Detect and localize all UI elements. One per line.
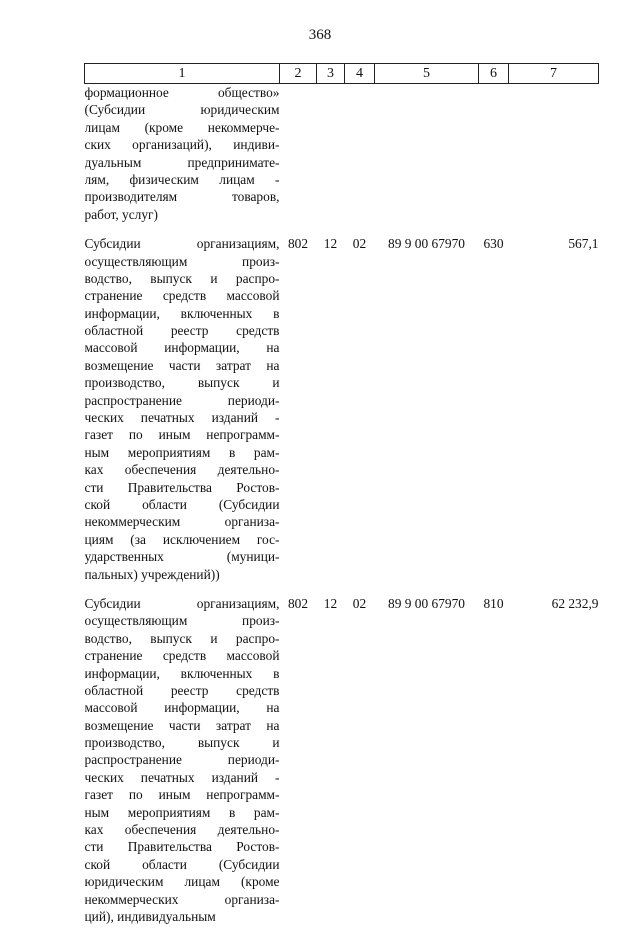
description-line: сти Правительства Ростов-: [85, 838, 280, 855]
description-line: работ, услуг): [85, 206, 280, 223]
target-article-code: 89 9 00 67970: [375, 235, 479, 595]
description-line: циям (за исключением гос-: [85, 531, 280, 548]
description-line: возмещение части затрат на: [85, 717, 280, 734]
amount-value: [509, 84, 599, 236]
description-line: некоммерческим организа-: [85, 513, 280, 530]
description-line: лицам (кроме некоммерче-: [85, 119, 280, 136]
table-row: [85, 84, 599, 236]
column-header-5: 5: [375, 64, 479, 84]
amount-value: 62 232,9: [509, 595, 599, 937]
description-line: ских организаций), индиви-: [85, 136, 280, 153]
description-line: распространение периоди-: [85, 751, 280, 768]
description-line: водство, выпуск и распро-: [85, 630, 280, 647]
description-line: ций), индивидуальным: [85, 908, 280, 925]
description-line: Субсидии организациям,: [85, 595, 280, 612]
description-line: производство, выпуск и: [85, 734, 280, 751]
description-line: ным мероприятиям в рам-: [85, 804, 280, 821]
column-header-3: 3: [317, 64, 345, 84]
description-line: ках обеспечения деятельно-: [85, 461, 280, 478]
description-line: лям, физическим лицам -: [85, 171, 280, 188]
budget-table: [84, 63, 599, 937]
row-description: [85, 84, 280, 236]
description-line: ударственных (муници-: [85, 548, 280, 565]
description-line: газет по иным непрограмм-: [85, 426, 280, 443]
description-line: массовой информации, на: [85, 339, 280, 356]
target-article-code: 89 9 00 67970: [375, 595, 479, 937]
ministry-code: 802: [280, 595, 317, 937]
description-line: массовой информации, на: [85, 699, 280, 716]
description-line: возмещение части затрат на: [85, 357, 280, 374]
description-line: областной реестр средств: [85, 682, 280, 699]
header-row: [85, 64, 599, 84]
target-article-code: [375, 84, 479, 236]
section-code: 12: [317, 595, 345, 937]
description-line: ской области (Субсидии: [85, 856, 280, 873]
description-line: странение средств массовой: [85, 287, 280, 304]
table-body: [85, 84, 599, 937]
column-header-2: 2: [280, 64, 317, 84]
description-line: производителям товаров,: [85, 188, 280, 205]
description-line: юридическим лицам (кроме: [85, 873, 280, 890]
description-line: ным мероприятиям в рам-: [85, 444, 280, 461]
row-description: [85, 235, 280, 595]
column-header-4: 4: [345, 64, 375, 84]
description-line: ках обеспечения деятельно-: [85, 821, 280, 838]
row-description: [85, 595, 280, 937]
column-header-7: 7: [509, 64, 599, 84]
description-line: ческих печатных изданий -: [85, 409, 280, 426]
subsection-code: 02: [345, 235, 375, 595]
table-row: [85, 595, 599, 937]
description-line: ческих печатных изданий -: [85, 769, 280, 786]
column-header-1: 1: [85, 64, 280, 84]
section-code: [317, 84, 345, 236]
section-code: 12: [317, 235, 345, 595]
description-line: распространение периоди-: [85, 392, 280, 409]
description-line: (Субсидии юридическим: [85, 101, 280, 118]
ministry-code: [280, 84, 317, 236]
description-line: некоммерческих организа-: [85, 891, 280, 908]
page-number: 368: [0, 27, 640, 44]
table-row: [85, 235, 599, 595]
description-line: формационное общество»: [85, 84, 280, 101]
description-line: информации, включенных в: [85, 665, 280, 682]
description-line: информации, включенных в: [85, 305, 280, 322]
description-line: странение средств массовой: [85, 647, 280, 664]
ministry-code: 802: [280, 235, 317, 595]
subsection-code: 02: [345, 595, 375, 937]
description-line: ской области (Субсидии: [85, 496, 280, 513]
description-line: газет по иным непрограмм-: [85, 786, 280, 803]
subsection-code: [345, 84, 375, 236]
description-line: сти Правительства Ростов-: [85, 479, 280, 496]
description-line: пальных) учреждений)): [85, 566, 280, 583]
description-line: Субсидии организациям,: [85, 235, 280, 252]
description-line: производство, выпуск и: [85, 374, 280, 391]
description-line: осуществляющим произ-: [85, 253, 280, 270]
table-header: [85, 64, 599, 84]
description-line: осуществляющим произ-: [85, 612, 280, 629]
expense-type-code: 810: [479, 595, 509, 937]
description-line: водство, выпуск и распро-: [85, 270, 280, 287]
description-line: дуальным предпринимате-: [85, 154, 280, 171]
expense-type-code: [479, 84, 509, 236]
amount-value: 567,1: [509, 235, 599, 595]
column-header-6: 6: [479, 64, 509, 84]
expense-type-code: 630: [479, 235, 509, 595]
description-line: областной реестр средств: [85, 322, 280, 339]
